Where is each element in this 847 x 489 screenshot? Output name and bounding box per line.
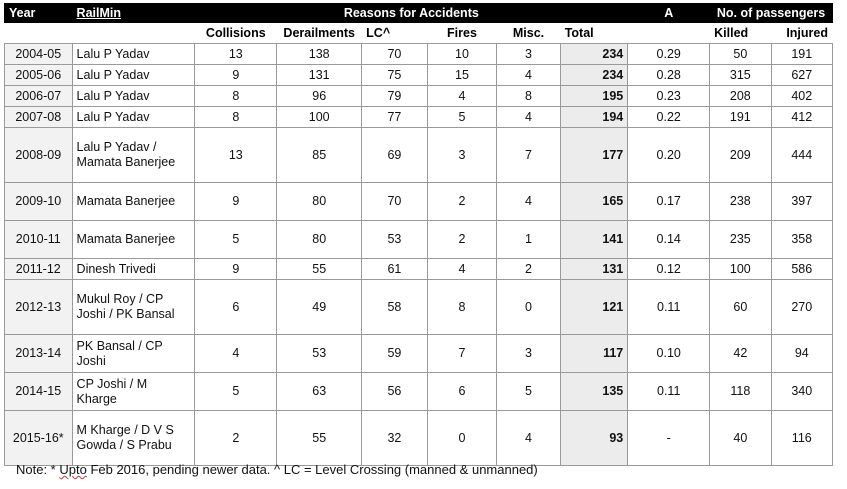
cell-misc[interactable]: 2 [497,259,560,280]
cell-killed[interactable]: 60 [710,280,771,335]
cell-a[interactable]: 0.28 [628,65,710,86]
header-row-secondary [5,23,833,44]
cell-total[interactable]: 131 [560,259,628,280]
cell-minister[interactable]: Mamata Banerjee [72,183,195,221]
cell-collisions[interactable]: 9 [195,65,277,86]
cell-misc[interactable]: 3 [497,44,560,65]
cell-year[interactable]: 2012-13 [5,280,73,335]
cell-a[interactable]: 0.10 [628,335,710,373]
cell-total[interactable]: 135 [560,373,628,411]
table-row [5,128,833,183]
table-row [5,280,833,335]
table-row [5,183,833,221]
cell-injured[interactable]: 358 [771,221,832,259]
cell-killed[interactable]: 235 [710,221,771,259]
cell-fires[interactable]: 2 [427,183,497,221]
cell-minister[interactable]: M Kharge / D V S Gowda / S Prabu [72,411,195,466]
cell-killed[interactable]: 118 [710,373,771,411]
cell-collisions[interactable]: 8 [195,107,277,128]
header-empty-railmin[interactable] [72,23,195,44]
cell-misc[interactable]: 1 [497,221,560,259]
cell-killed[interactable]: 208 [710,86,771,107]
header-a[interactable]: A [628,4,710,23]
table-row [5,259,833,280]
cell-misc[interactable]: 3 [497,335,560,373]
cell-fires[interactable]: 2 [427,221,497,259]
cell-derailments[interactable]: 55 [277,259,362,280]
header-passengers[interactable]: No. of passengers [710,4,833,23]
cell-fires[interactable]: 4 [427,259,497,280]
cell-lc[interactable]: 75 [362,65,428,86]
cell-a[interactable]: 0.20 [628,128,710,183]
cell-minister[interactable]: CP Joshi / M Kharge [72,373,195,411]
cell-year[interactable]: 2014-15 [5,373,73,411]
cell-total[interactable]: 117 [560,335,628,373]
cell-lc[interactable]: 53 [362,221,428,259]
header-total[interactable]: Total [560,23,628,44]
cell-year[interactable]: 2015-16* [5,411,73,466]
cell-derailments[interactable]: 55 [277,411,362,466]
cell-year[interactable]: 2009-10 [5,183,73,221]
cell-derailments[interactable]: 85 [277,128,362,183]
cell-derailments[interactable]: 100 [277,107,362,128]
header-railmin[interactable]: RailMin [72,4,195,23]
cell-misc[interactable]: 0 [497,280,560,335]
table-row [5,44,833,65]
cell-total[interactable]: 194 [560,107,628,128]
cell-derailments[interactable]: 80 [277,221,362,259]
cell-collisions[interactable]: 5 [195,373,277,411]
cell-derailments[interactable]: 49 [277,280,362,335]
cell-minister[interactable]: Dinesh Trivedi [72,259,195,280]
cell-collisions[interactable]: 9 [195,183,277,221]
cell-collisions[interactable]: 8 [195,86,277,107]
cell-injured[interactable]: 444 [771,128,832,183]
cell-total[interactable]: 234 [560,44,628,65]
table-row [5,107,833,128]
cell-injured[interactable]: 270 [771,280,832,335]
cell-injured[interactable]: 340 [771,373,832,411]
cell-derailments[interactable]: 53 [277,335,362,373]
cell-collisions[interactable]: 6 [195,280,277,335]
cell-lc[interactable]: 56 [362,373,428,411]
cell-minister[interactable]: Mukul Roy / CP Joshi / PK Bansal [72,280,195,335]
cell-lc[interactable]: 70 [362,44,428,65]
cell-misc[interactable]: 5 [497,373,560,411]
header-reasons[interactable]: Reasons for Accidents [195,4,628,23]
cell-misc[interactable]: 7 [497,128,560,183]
table-row [5,65,833,86]
cell-collisions[interactable]: 9 [195,259,277,280]
cell-collisions[interactable]: 4 [195,335,277,373]
railway-accidents-table [4,3,833,466]
cell-lc[interactable]: 77 [362,107,428,128]
cell-injured[interactable]: 116 [771,411,832,466]
cell-total[interactable]: 195 [560,86,628,107]
cell-injured[interactable]: 586 [771,259,832,280]
footnote [16,462,538,477]
cell-lc[interactable]: 61 [362,259,428,280]
header-row-primary [5,4,833,23]
cell-minister[interactable]: Lalu P Yadav [72,44,195,65]
cell-total[interactable]: 93 [560,411,628,466]
cell-total[interactable]: 177 [560,128,628,183]
table-row [5,335,833,373]
cell-misc[interactable]: 8 [497,86,560,107]
cell-injured[interactable]: 627 [771,65,832,86]
table-row [5,411,833,466]
header-year[interactable]: Year [5,4,73,23]
cell-a[interactable]: - [628,411,710,466]
cell-minister[interactable]: Lalu P Yadav [72,107,195,128]
cell-killed[interactable]: 50 [710,44,771,65]
header-fires[interactable]: Fires [427,23,497,44]
cell-killed[interactable]: 209 [710,128,771,183]
cell-misc[interactable]: 4 [497,107,560,128]
table-row [5,373,833,411]
cell-injured[interactable]: 397 [771,183,832,221]
cell-fires[interactable]: 7 [427,335,497,373]
cell-fires[interactable]: 0 [427,411,497,466]
header-killed[interactable]: Killed [710,23,771,44]
cell-year[interactable]: 2011-12 [5,259,73,280]
cell-injured[interactable]: 402 [771,86,832,107]
cell-total[interactable]: 141 [560,221,628,259]
header-derailments[interactable]: Derailments [277,23,362,44]
cell-a[interactable]: 0.29 [628,44,710,65]
cell-fires[interactable]: 6 [427,373,497,411]
cell-total[interactable]: 234 [560,65,628,86]
header-misc[interactable]: Misc. [497,23,560,44]
cell-injured[interactable]: 191 [771,44,832,65]
footnote-upto: Upto [59,462,87,477]
cell-fires[interactable]: 5 [427,107,497,128]
footnote-rest: Feb 2016, pending newer data. ^ LC = Level Crossing (manned & unmanned) [86,462,538,477]
cell-minister[interactable]: Lalu P Yadav / Mamata Banerjee [72,128,195,183]
cell-derailments[interactable]: 80 [277,183,362,221]
cell-collisions[interactable]: 13 [195,128,277,183]
header-injured[interactable]: Injured [771,23,832,44]
cell-derailments[interactable]: 138 [277,44,362,65]
cell-lc[interactable]: 32 [362,411,428,466]
cell-minister[interactable]: PK Bansal / CP Joshi [72,335,195,373]
cell-a[interactable]: 0.11 [628,373,710,411]
cell-misc[interactable]: 4 [497,183,560,221]
cell-year[interactable]: 2010-11 [5,221,73,259]
cell-killed[interactable]: 40 [710,411,771,466]
cell-killed[interactable]: 238 [710,183,771,221]
header-collisions[interactable]: Collisions [195,23,277,44]
cell-killed[interactable]: 42 [710,335,771,373]
cell-a[interactable]: 0.11 [628,280,710,335]
cell-lc[interactable]: 58 [362,280,428,335]
cell-lc[interactable]: 79 [362,86,428,107]
cell-derailments[interactable]: 63 [277,373,362,411]
cell-year[interactable]: 2013-14 [5,335,73,373]
header-empty-a[interactable] [628,23,710,44]
cell-fires[interactable]: 10 [427,44,497,65]
cell-collisions[interactable]: 13 [195,44,277,65]
cell-year[interactable]: 2008-09 [5,128,73,183]
cell-a[interactable]: 0.17 [628,183,710,221]
table-row [5,221,833,259]
cell-a[interactable]: 0.12 [628,259,710,280]
cell-total[interactable]: 121 [560,280,628,335]
footnote-prefix: Note: * [16,462,60,477]
cell-killed[interactable]: 100 [710,259,771,280]
cell-injured[interactable]: 94 [771,335,832,373]
cell-misc[interactable]: 4 [497,65,560,86]
cell-fires[interactable]: 4 [427,86,497,107]
table-row [5,86,833,107]
cell-collisions[interactable]: 5 [195,221,277,259]
cell-fires[interactable]: 3 [427,128,497,183]
cell-a[interactable]: 0.22 [628,107,710,128]
cell-lc[interactable]: 69 [362,128,428,183]
header-lc[interactable]: LC^ [362,23,428,44]
cell-total[interactable]: 165 [560,183,628,221]
cell-year[interactable]: 2007-08 [5,107,73,128]
cell-killed[interactable]: 315 [710,65,771,86]
cell-lc[interactable]: 59 [362,335,428,373]
cell-a[interactable]: 0.23 [628,86,710,107]
cell-misc[interactable]: 4 [497,411,560,466]
cell-derailments[interactable]: 131 [277,65,362,86]
cell-year[interactable]: 2005-06 [5,65,73,86]
cell-collisions[interactable]: 2 [195,411,277,466]
cell-a[interactable]: 0.14 [628,221,710,259]
cell-killed[interactable]: 191 [710,107,771,128]
cell-year[interactable]: 2004-05 [5,44,73,65]
cell-year[interactable]: 2006-07 [5,86,73,107]
cell-injured[interactable]: 412 [771,107,832,128]
cell-minister[interactable]: Mamata Banerjee [72,221,195,259]
header-empty-year[interactable] [5,23,73,44]
cell-fires[interactable]: 15 [427,65,497,86]
cell-lc[interactable]: 70 [362,183,428,221]
cell-derailments[interactable]: 96 [277,86,362,107]
cell-minister[interactable]: Lalu P Yadav [72,86,195,107]
cell-minister[interactable]: Lalu P Yadav [72,65,195,86]
cell-fires[interactable]: 8 [427,280,497,335]
